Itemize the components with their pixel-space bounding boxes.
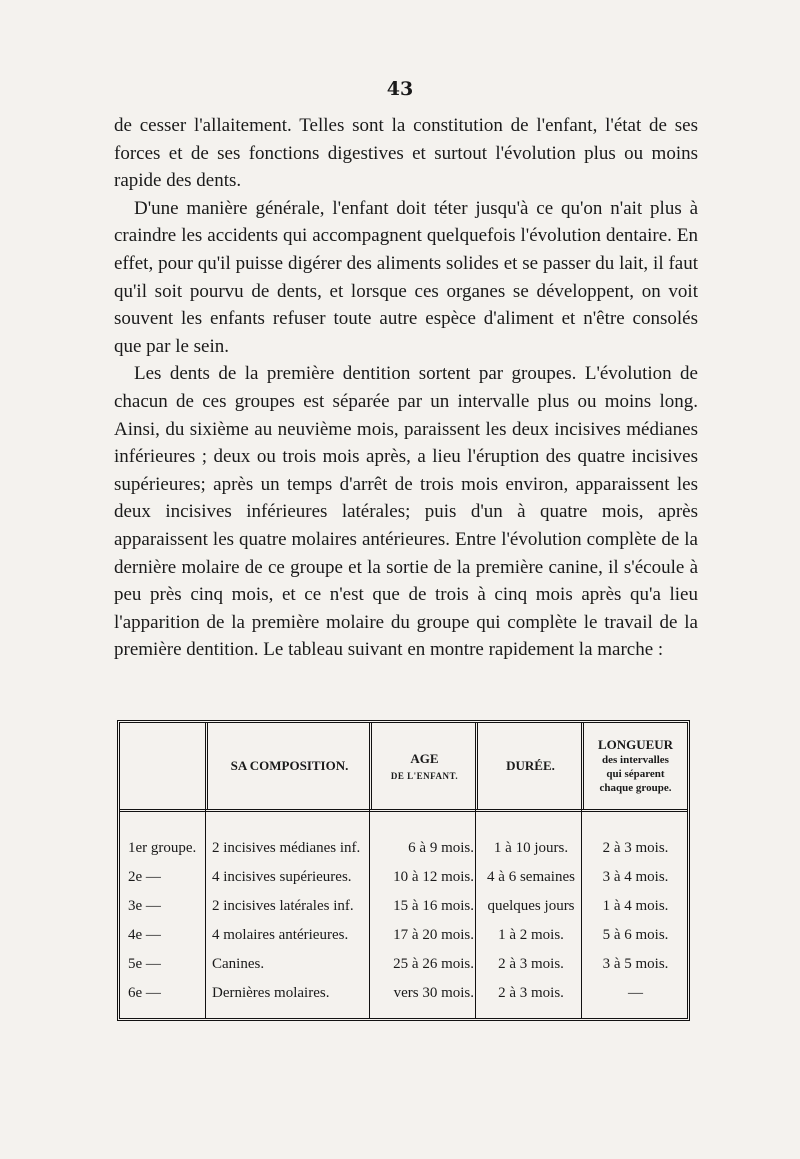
cell-intervalle: 2 à 3 mois. — [602, 840, 669, 856]
header-longueur-sub: des intervalles — [602, 754, 669, 766]
header-duree: DURÉE. — [478, 723, 584, 809]
cell-intervalle: 5 à 6 mois. — [602, 927, 669, 943]
cell-age: 25 à 26 mois. — [393, 956, 474, 972]
paragraph: Les dents de la première dentition sortent par groupes. L'évolution de chacun de ces groupes est séparée par un intervalle plus ou moins long. Ainsi, du sixième au neuvième mois, paraissent les deux incisives médianes inférieures ; deux ou trois mois après, a lieu l'éruption des quatre incisives supérieures; après un temps d'arrêt de trois mois environ, apparaissent les deux incisives inférieures latérales; puis d'un à quatre mois, après apparaissent les quatre molaires antérieures. Entre l'évolution complète de la dernière molaire de ce groupe et la sortie de la première canine, il s'écoule à peu près cinq mois, et ce n'est que de trois à cinq mois après qu'a lieu l'apparition de la première molaire du groupe qui complète le travail de la première dentition. Le tableau suivant en montre rapidement la marche : — [114, 363, 698, 661]
header-age-sub: DE L'ENFANT. — [390, 771, 459, 781]
paragraph: de cesser l'allaitement. Telles sont la constitution de l'enfant, l'état de ses forces et de ses fonctions digestives et surtout l'évolution plus ou moins rapide des dents. — [114, 115, 698, 192]
cell-composition: 2 incisives médianes inf. — [212, 840, 361, 856]
cell-intervalle: 1 à 4 mois. — [602, 898, 669, 914]
cell-duree: 4 à 6 semaines — [487, 869, 575, 885]
column-divider — [205, 723, 206, 1018]
cell-intervalle: 3 à 4 mois. — [602, 869, 669, 885]
header-composition: SA COMPOSITION. — [208, 723, 372, 809]
cell-age: 6 à 9 mois. — [408, 840, 474, 856]
cell-age: 17 à 20 mois. — [393, 927, 474, 943]
cell-group: 3e — — [128, 898, 161, 914]
column-divider — [369, 723, 370, 1018]
body-text — [114, 112, 698, 664]
cell-group: 2e — — [128, 869, 161, 885]
cell-duree: 1 à 10 jours. — [493, 840, 569, 856]
cell-intervalle: 3 à 5 mois. — [602, 956, 669, 972]
cell-group: 5e — — [128, 956, 161, 972]
header-age-title: AGE — [410, 751, 439, 766]
paragraph: D'une manière générale, l'enfant doit téter jusqu'à ce qu'on n'ait plus à craindre les accidents qui accompagnent quelquefois l'évolution dentaire. En effet, pour qu'il puisse digérer des aliments solides et se passer du lait, il faut qu'il soit pourvu de dents, et lorsque ces organes se développent, on voit souvent les enfants refuser toute autre espèce d'aliment et n'être consolés que par le sein. — [114, 197, 698, 357]
column-divider — [475, 723, 476, 1018]
cell-composition: 4 molaires antérieures. — [212, 927, 349, 943]
cell-duree: 2 à 3 mois. — [498, 985, 564, 1001]
cell-composition: Dernières molaires. — [212, 985, 330, 1001]
header-longueur-title: LONGUEUR — [597, 737, 674, 752]
header-longueur-sub: chaque groupe. — [599, 782, 672, 794]
cell-composition: 2 incisives latérales inf. — [212, 898, 354, 914]
cell-composition: 4 incisives supérieures. — [212, 869, 352, 885]
cell-group: 1er groupe. — [128, 840, 197, 856]
header-group — [120, 723, 208, 809]
cell-intervalle: — — [628, 985, 643, 1001]
cell-composition: Canines. — [212, 956, 265, 972]
column-divider — [581, 723, 582, 1018]
cell-group: 4e — — [128, 927, 161, 943]
cell-age: vers 30 mois. — [393, 985, 474, 1001]
page-number: 43 — [386, 78, 414, 100]
header-longueur-sub: qui séparent — [606, 768, 665, 780]
cell-duree: quelques jours — [487, 898, 575, 914]
header-longueur — [584, 723, 687, 809]
header-age — [372, 723, 478, 809]
cell-group: 6e — — [128, 985, 161, 1001]
cell-duree: 1 à 2 mois. — [498, 927, 564, 943]
dentition-table — [117, 720, 690, 1021]
cell-age: 15 à 16 mois. — [393, 898, 474, 914]
cell-duree: 2 à 3 mois. — [498, 956, 564, 972]
cell-age: 10 à 12 mois. — [393, 869, 474, 885]
